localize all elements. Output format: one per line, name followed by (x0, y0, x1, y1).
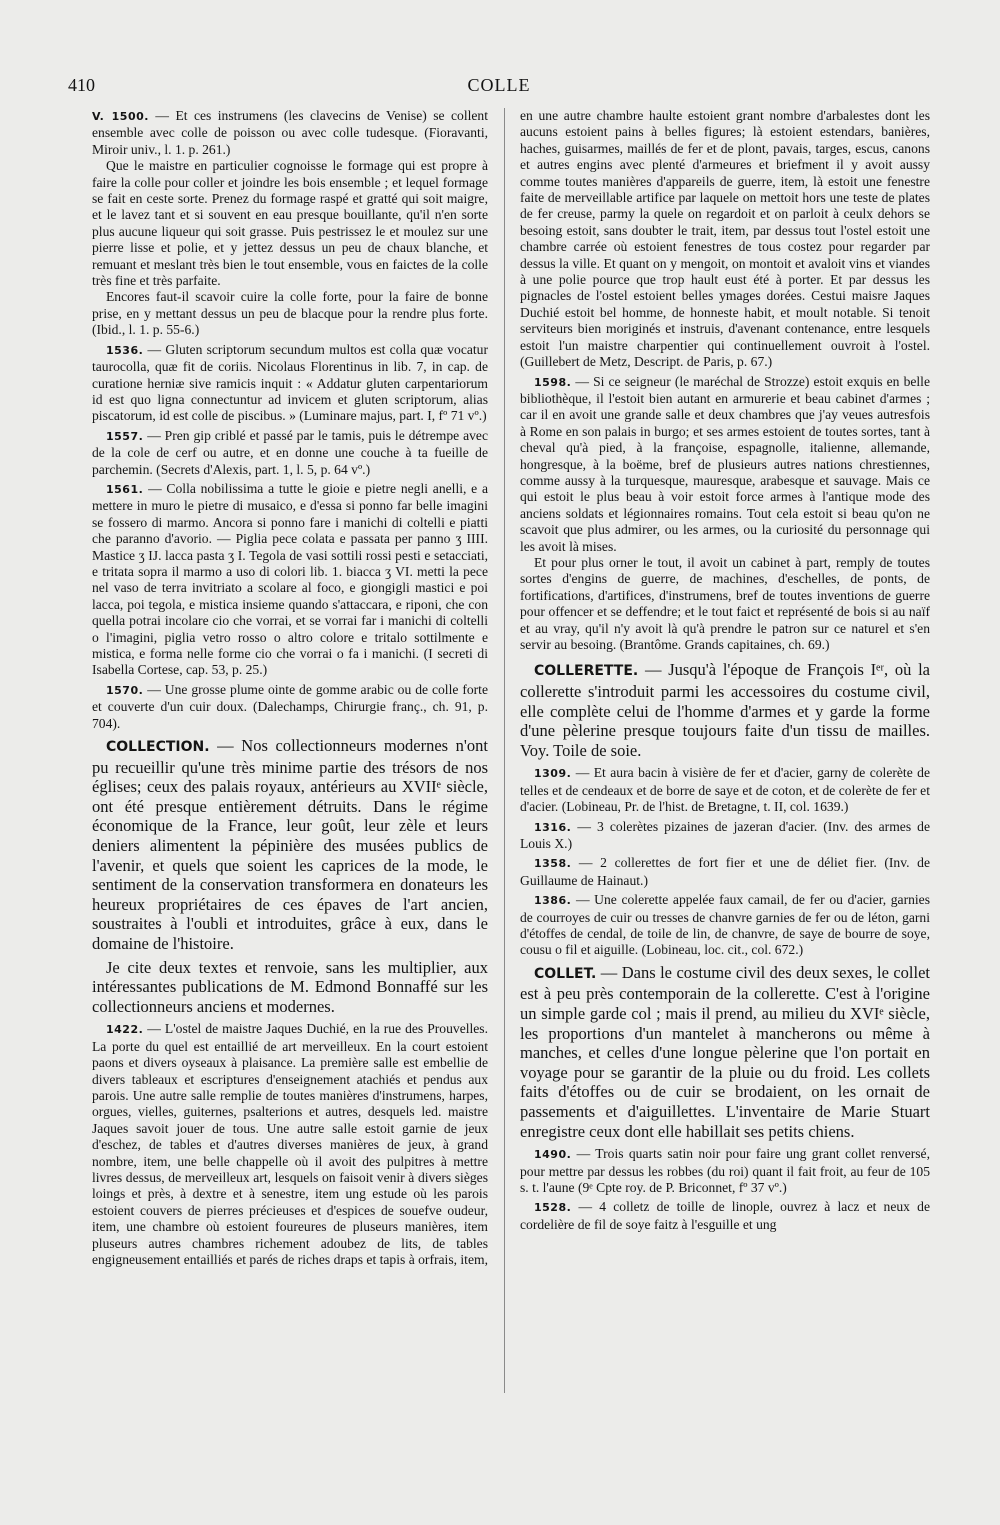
entry-year: 1570. (106, 683, 144, 697)
entry-1309 (520, 765, 930, 815)
section-text: — Jusqu'à l'époque de François Iᵉʳ, où la collerette s'introduit parmi les accessoires du costume civil, elle complète celui de l'homme d'armes et y garde la forme d'une pèlerine presque toujours faite d'un tissu de mailles. Voy. Toile de soie. (520, 660, 930, 760)
entry-text: — 4 colletz de toille de linople, ouvrez à lacz et neux de cordelière de fil de soye faitz à l'esguille et ung (520, 1199, 930, 1232)
paragraph: Que le maistre en particulier cognoisse le formage qui est propre à faire la colle pour coller et joindre les bois ensemble ; et lequel formage se fait en ceste sorte. Prenez du formage raspé et gratté qui soit maigre, et le lavez tant et si souvent en eau presque bouillante, qu'il n'en sorte plus aucune liqueur qui soit grasse. Puis pestrissez le et moulez sur une pierre lisse et polie, et y jettez dessus un peu de chaux blanche, et remuant et meslant très bien le tout ensemble, vous en faictes de la colle très fine et très parfaite. (92, 158, 488, 289)
entry-year: 1316. (534, 820, 572, 834)
entry-1561 (92, 481, 488, 679)
left-column (92, 108, 488, 1413)
entry-text: — Une colerette appelée faux camail, de fer ou d'acier, garnies de courroyes de cuir ou tresses de chanvre garnies de fer ou de léton, garni d'étoffes de cendal, de toile de lin, de chanvre, de saye de bourre de soye, cousu o fil et aiguille. (Lobineau, loc. cit., col. 672.) (520, 892, 930, 958)
entry-year: 1422. (106, 1023, 144, 1037)
entry-1570 (92, 682, 488, 732)
paragraph: Je cite deux textes et renvoie, sans les multiplier, aux intéressantes publications de M. Edmond Bonnaffé sur les collectionneurs anciens et modernes. (92, 957, 488, 1016)
paragraph: en une autre chambre haulte estoient grant nombre d'arbalestes dont les aucuns estoient pains à belles figures; là estoient estendars, banières, haches, guisarmes, maillés de fer et de plont, pavais, targes, escus, canons et autres engins avec plenté d'armeures et briefment il y avoit aussy comme toutes manières d'appareils de guerre, item, là estoit une fenestre faite de merveillable artifice par laquele on mettoit hors une teste de plates de fer creuse, parmy la quele on regardoit et on parloit à ceulx dehors se besoing estoit, sans doubter le trait, item, par dessus tout l'ostel estoit une chambre carrée où estoient fenestres de tous costez pour regarder par dessus la ville. Et quant on y mengoit, on montoit et avaloit vins et viandes à une polie pource que trop hault eust été à porter. Et par dessus les pignacles de l'ostel estoient belles ymages dorées. Cestui maisre Jaques Duchié estoit bel homme, de honneste habit, et moult notable. Si tenoit serviteurs bien moriginés et instruis, d'avenant contenance, entre lesquels estoit l'un maistre charpentier qui continuellement ouvroit à l'ostel. (Guillebert de Metz, Descript. de Paris, p. 67.) (520, 108, 930, 370)
entry-text: — Si ce seigneur (le maréchal de Strozze) estoit exquis en belle bibliothèque, il l'estoit bien autant en armurerie et beau cabinet d'armes ; car il en avoit une grande salle et deux chambres que j'ay veues autresfois à Rome en son palais in burgo; et ses armes estoient de toutes sortes, tant à cheval qu'à pied, à la françoise, espagnolle, italienne, allemande, hongresque, à la boëme, bref de plusieurs autres nations chrestiennes, comme aussy à la turquesque, mauresque, arabesque et sauvage. Mais ce qui estoit le plus beau à voir estoit force armes à l'antique mode des anciens soldats et légionnaires romains. Tout cela estoit si beau qu'on ne scavoit que plus admirer, ou les armes, ou la curiosité du personnage qui les avoit là mises. (520, 373, 930, 554)
entry-text: — Trois quarts satin noir pour faire ung grant collet renversé, pour mettre par dessus les robbes (du roi) quant il fait froit, au feur de 105 s. t. l'aune (9ᵉ Cpte roy. de P. Briconnet, fº 37 vº.) (520, 1146, 930, 1195)
entry-year: 1490. (534, 1148, 572, 1162)
column-divider (504, 108, 505, 1393)
entry-year: 1309. (534, 767, 572, 781)
entry-1422 (92, 1021, 488, 1268)
entry-1557 (92, 428, 488, 478)
section-collet (520, 963, 930, 1141)
entry-1386 (520, 892, 930, 959)
entry-text: — Colla nobilissima a tutte le gioie e pietre negli anelli, e a mettere in muro le pietre di musaico, e d'essa si ponno far belle imagini se fossero di marmo. Ancora si ponno fare i manichi di coltelli e piatti che paranno d'avorio. — Piglia pece colata e passata per panno ʒ IIII. Mastice ʒ IJ. lacca pasta ʒ I. Tegola de vasi sottili rossi pesti e setacciati, e tritata sopra il marmo a uso di colori lib. 1. biacca ʒ VI. metti la pece nel vaso de terra invitriato a scolare al foco, e giongigli mastici e poi lacca, poi tegola, e mistica insieme quando s'attaccara, e riponi, che con quella potrai incolare cio che vorrai, et se vorrai far i manichi di coltelli o l'imagini, piglia vetro rosso o altro colore e tritalo sottilmente e mistica, e forma nelle forme cio che vorrai o fa i manichi. (I secreti di Isabella Cortese, cap. 53, p. 25.) (92, 480, 488, 678)
entry-text: — Une grosse plume ointe de gomme arabic ou de colle forte et couverte d'un cuir doux. (Dalechamps, Chirurgie franç., ch. 91, p. 704). (92, 681, 488, 731)
entry-year: 1386. (534, 894, 572, 908)
entry-1500 (92, 108, 488, 158)
entry-1358 (520, 855, 930, 889)
entry-text: — 3 colerètes pizaines de jazeran d'acier. (Inv. des armes de Louis X.) (520, 818, 930, 851)
entry-text: — Et aura bacin à visière de fer et d'acier, garny de colerète de telles et de cendeaux et de borre de saye et de coton, et de colerète de fer et d'acier. (Lobineau, Pr. de l'hist. de Bretagne, t. II, col. 1639.) (520, 765, 930, 815)
entry-1316 (520, 819, 930, 853)
paragraph: Et pour plus orner le tout, il avoit un cabinet à part, remply de toutes sortes d'engins de guerre, de machines, d'eschelles, de ponts, de fortifications, d'artifices, d'instrumens, bref de toutes inventions de guerre pour offencer et se deffendre; et le tout faict et représenté de bois si au naïf et au vray, qu'il n'y avoit là qu'à prendre le patron sur ce naturel et s'en servir au besoing. (Brantôme. Grands capitaines, ch. 69.) (520, 554, 930, 652)
entry-text: — 2 collerettes de fort fier et une de déliet fier. (Inv. de Guillaume de Hainaut.) (520, 855, 930, 888)
section-collection (92, 736, 488, 954)
entry-1598 (520, 374, 930, 555)
entry-year: 1561. (106, 482, 144, 496)
entry-1490 (520, 1146, 930, 1196)
entry-1536 (92, 342, 488, 425)
section-collerette (520, 660, 930, 760)
entry-year: 1536. (106, 343, 144, 357)
section-text: — Dans le costume civil des deux sexes, le collet est à peu près contemporain de la collerette. C'est à l'origine un simple garde col ; mais il prend, au milieu du XVIᵉ siècle, les proportions d'un mantelet à mancherons ou même à manches, et celles d'une longue pèlerine que l'on portait en voyage pour se garantir de la pluie ou du froid. Les collets faits d'étoffes ou de cuir se brodaient, on les ornait de passements et d'aiguillettes. L'inventaire de Marie Stuart enregistre ceux dont elle habillait ses petits chiens. (520, 962, 930, 1141)
page-header (68, 75, 930, 99)
entry-year: V. 1500. (92, 110, 149, 123)
entry-text: — Pren gip criblé et passé par le tamis, puis le détrempe avec de la cole de cerf ou autre, et en donne une couche à ta fueille de parchemin. (Secrets d'Alexis, part. 1, l. 5, p. 64 vº.) (92, 427, 488, 477)
section-heading: COLLERETTE. (534, 663, 639, 680)
running-title: COLLE (467, 75, 531, 95)
section-heading: COLLECTION. (106, 739, 210, 756)
entry-year: 1557. (106, 429, 144, 443)
section-heading: COLLET. (534, 965, 597, 982)
entry-text: — Gluten scriptorum secundum multos est colla quæ vocatur taurocolla, quæ fit de coriis. Nicolaus Florentinus in lib. 7, in cap. de curatione herniæ sive ramicis inquit : « Addatur gluten carpentariorum id est quo ligna connectuntur ad invicem et gluten scriptorum, alias piscatorum, id est colle de piscibus. » (Luminare majus, part. I, fº 71 vº.) (92, 341, 488, 424)
entry-year: 1528. (534, 1201, 572, 1215)
entry-text: — Et ces instrumens (les clavecins de Venise) se collent ensemble avec colle de poisson ou avec colle tudesque. (Fioravanti, Miroir univ., l. 1. p. 261.) (92, 108, 488, 157)
entry-year: 1598. (534, 375, 572, 389)
entry-year: 1358. (534, 857, 572, 871)
entry-1528 (520, 1199, 930, 1233)
page-number: 410 (68, 75, 95, 95)
right-column (520, 108, 930, 1393)
paragraph: Encores faut-il scavoir cuire la colle forte, pour la faire de bonne prise, en y mettant dessus un peu de blacque pour la rendre plus forte. (Ibid., l. 1. p. 55-6.) (92, 289, 488, 338)
section-text: — Nos collectionneurs modernes n'ont pu recueillir qu'une très minime partie des trésors de nos églises; ceux des palais royaux, antérieurs au XVIIᵉ siècle, ont été presque entièrement détruits. Dans le régime économique de la France, leur goût, leur zèle et leurs deniers alimentent la pépinière des musées publics de l'avenir, et quels que soient les caprices de la mode, le sentiment de la conservation transformera en donateurs les heureux propriétaires de ces épaves de l'art ancien, soustraites à l'oubli et introduites, grâce à eux, dans le domaine de l'histoire. (92, 736, 488, 953)
entry-text: — L'ostel de maistre Jaques Duchié, en la rue des Prouvelles. La porte du quel est entaillié de art merveilleux. En la court estoient paons et divers oyseaux à plaisance. La première salle est embellie de divers tableaux et escriptures d'enseignement atachiés et pendus aux parois. Une autre salle remplie de toutes manières d'instrumens, harpes, orgues, vielles, guiternes, psalterions et autres, desquels led. maistre Jaques savoit jouer de tous. Une autre salle estoit garnie de jeux d'eschez, de tables et d'autres diverses manières de jeux, à grand nombre, item, une belle chappelle où il avoit des pulpitres à mettre livres dessus, de merveilleux art, lesquels on faisoit venir à divers sièges loings et près, à dextre et à senestre, item ung estude où les parois estoient couvers de pierres précieuses et d'espices de souefve oudeur, item, une chambre où estoient foureures de pluseurs manières, item pluseurs autres chambres richement adoubez de lits, de tables engigneusement entailliés et parés de riches draps et tapis à orfrais, item, (92, 1021, 488, 1268)
